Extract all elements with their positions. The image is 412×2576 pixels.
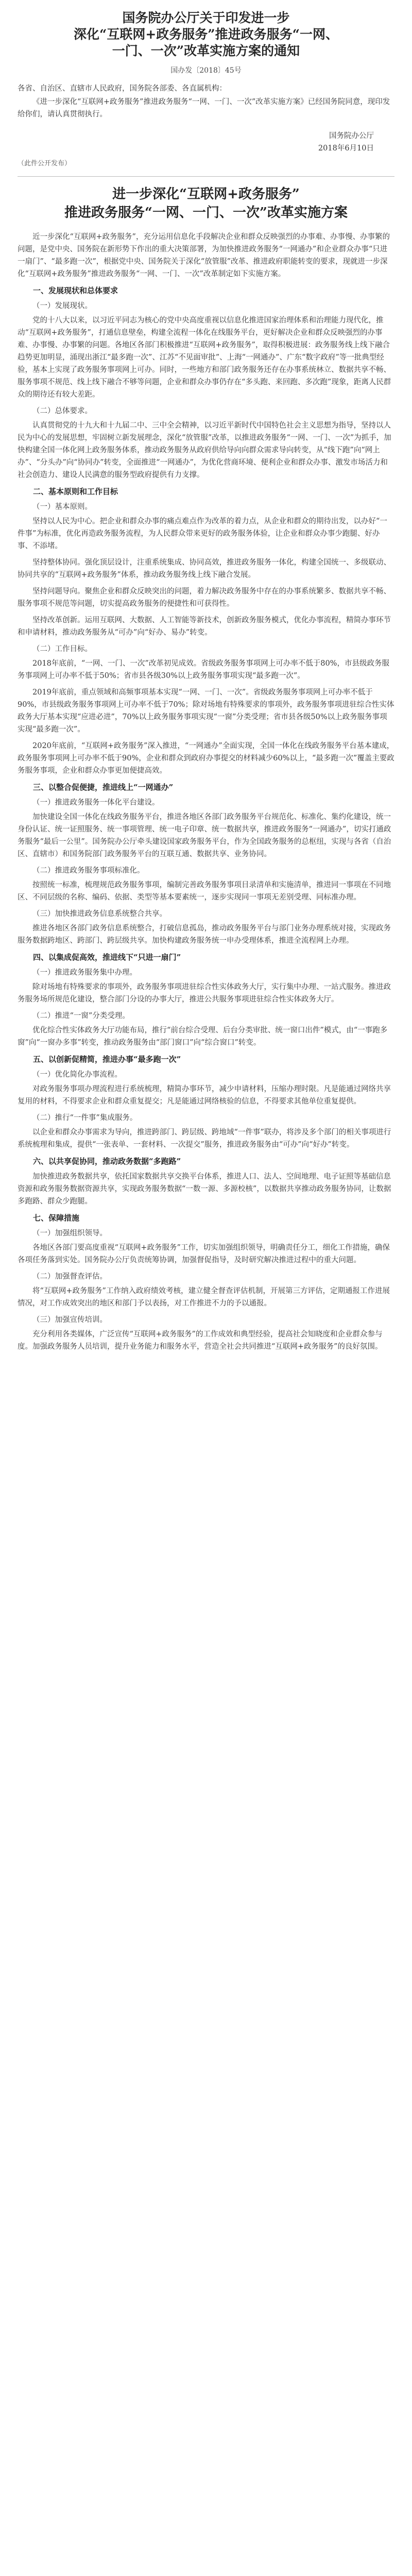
- body-paragraph: 2018年底前，“一网、一门、一次”改革初见成效。省级政务服务事项网上可办率不低于80%，市县级政务服务事项网上可办率不低于50%；省市县各级30%以上政务服务事项实现“最多跑一次”。: [18, 659, 389, 680]
- body-paragraph: 优化综合性实体政务大厅功能布局，推行“前台综合受理、后台分类审批、统一窗口出件”模式，由“一事跑多窗”向“一窗办多事”转变，推动政务服务由“部门窗口”向“综合窗口”转变。: [18, 1026, 388, 1047]
- publication-note: （此件公开发布）: [18, 160, 72, 167]
- section-heading: 四、以集成促高效，推进线下“只进一扇门”: [33, 953, 181, 962]
- section-heading: 五、以创新促精简，推进办事“最多跑一次”: [33, 1055, 181, 1064]
- plan-title-line-1: 进一步深化“互联网+政务服务”: [112, 187, 300, 202]
- body-paragraph: 坚持以人民为中心。把企业和群众办事的痛点难点作为改革的着力点，从企业和群众的期待出发，以办好“一件事”为标准，优化再造政务服务流程，为人民群众带来更好的政务服务体验，让企业和群众办事少跑腿、好办事、不添堵。: [18, 517, 387, 550]
- notice-issuer: 国务院办公厅: [329, 132, 374, 140]
- subsection-heading: （一）推进政务服务集中办理。: [32, 969, 137, 977]
- notice-title-line-3: 一门、一次”改革实施方案的通知: [112, 43, 300, 58]
- body-paragraph: 坚持整体协同。强化顶层设计，注重系统集成、协同高效，推进政务服务一体化，构建全国统一、多级联动、协同共享的“互联网+政务服务”体系，推动政务服务线上线下融合发展。: [18, 558, 391, 579]
- subsection-heading: （二）总体要求。: [32, 407, 92, 415]
- body-paragraph: 坚持改革创新。运用互联网、大数据、人工智能等新技术，创新政务服务模式，优化办事流程，精简办事环节和申请材料，推动政务服务从“可办”向“好办、易办”转变。: [18, 616, 391, 637]
- body-paragraph: 推进各地区各部门政务信息系统整合，打破信息孤岛，推动政务服务平台与部门业务办理系统对接，实现政务服务数据跨地区、跨部门、跨层级共享。加快构建政务服务统一申办受理体系，推进全流程网上办理。: [18, 924, 391, 945]
- subsection-heading: （二）推行“一件事”集成服务。: [32, 1114, 138, 1122]
- body-paragraph: 将“互联网+政务服务”工作纳入政府绩效考核，建立健全督查评估机制，开展第三方评估，定期通报工作进展情况，对工作成效突出的地区和部门予以表扬，对工作推进不力的予以通报。: [18, 1287, 390, 1308]
- document-number: 国办发〔2018〕45号: [170, 66, 242, 75]
- notice-title-line-2: 深化“互联网+政务服务”推进政务服务“一网、: [73, 27, 339, 42]
- subsection-heading: （一）加强组织领导。: [32, 1229, 107, 1238]
- subsection-heading: （三）加强宣传培训。: [32, 1316, 107, 1324]
- subsection-heading: （一）基本原则。: [32, 503, 92, 511]
- body-paragraph: 充分利用各类媒体，广泛宣传“互联网+政务服务”的工作成效和典型经验，提高社会知晓度和企业群众参与度。加强政务服务人员培训，提升业务能力和服务水平，营造全社会共同推进“互联网+政务服务”的良好氛围。: [18, 1330, 383, 1351]
- body-paragraph: 坚持问题导向。聚焦企业和群众反映突出的问题，着力解决政务服务中存在的办事系统繁多、数据共享不畅、服务事项不规范等问题，切实提高政务服务的便捷性和可获得性。: [18, 587, 391, 608]
- subsection-heading: （二）加强督查评估。: [32, 1273, 107, 1281]
- notice-date: 2018年6月10日: [318, 144, 374, 152]
- subsection-heading: （一）推进政务服务一体化平台建设。: [32, 799, 160, 807]
- subsection-heading: （二）推进“一窗”分类受理。: [32, 1012, 130, 1020]
- body-paragraph: 以企业和群众办事需求为导向，推进跨部门、跨层级、跨地域“一件事”联办，将涉及多个部门的相关事项进行系统梳理和集成，提供“一张表单、一套材料、一次提交”服务，推进政务服务由“可办”向“好办”转变。: [18, 1128, 391, 1149]
- body-paragraph: 除对场地有特殊要求的事项外，政务服务事项进驻综合性实体政务大厅，实行集中办理、一站式服务。推进政务服务场所规范化建设，整合部门分设的办事大厅，推进公共服务事项进驻综合性实体政务大厅。: [18, 983, 391, 1004]
- subsection-heading: （二）推进政务服务事项标准化。: [32, 867, 145, 875]
- notice-body: 《进一步深化“互联网+政务服务”推进政务服务“一网、一门、一次”改革实施方案》已经国务院同意，现印发给你们，请认真贯彻执行。: [18, 98, 390, 118]
- body-paragraph: 对政务服务事项办理流程进行系统梳理，精简办事环节，减少申请材料，压缩办理时限。凡是能通过网络共享复用的材料，不得要求企业和群众重复提交；凡是能通过网络核验的信息，不得要求其他单位重复提供。: [18, 1085, 391, 1106]
- body-paragraph: 党的十八大以来，以习近平同志为核心的党中央高度重视以信息化推进国家治理体系和治理能力现代化，推动“互联网+政务服务”，打通信息壁垒，构建全流程一体化在线服务平台，更好解决企业和群众反映强烈的办事难、办事慢、办事繁的问题。各地区各部门积极推进“互联网+政务服务”，取得积极进展：政务服务线上线下融合趋势更加明显，涌现出浙江“最多跑一次”、江苏“不见面审批”、上海“一网通办”、广东“数字政府”等一批典型经验，基本上实现了政务服务事项网上可办。同时，一些地方和部门政务服务还存在办事系统林立、数据共享不畅、服务事项不规范、线上线下融合不够等问题，企业和群众办事仍存在“多头跑、来回跑、多次跑”现象，距离人民群众的期待还有较大差距。: [18, 316, 391, 399]
- body-paragraph: 2020年底前，“互联网+政务服务”深入推进，“一网通办”全面实现，全国一体化在线政务服务平台基本建成，政务服务事项网上可办率不低于90%，企业和群众到政府办事提交的材料减少60%以上，“最多跑一次”覆盖主要政务服务事项，企业和群众办事更加便捷高效。: [18, 742, 394, 775]
- divider: [18, 176, 394, 177]
- section-heading: 一、发展现状和总体要求: [33, 286, 118, 295]
- body-paragraph: 近一步深化“互联网+政务服务”，充分运用信息化手段解决企业和群众反映强烈的办事难、办事慢、办事繁的问题，是党中央、国务院在新形势下作出的重大决策部署，为加快推进政务服务“一网通办”和企业群众办事“只进一扇门”、“最多跑一次”，根据党中央、国务院关于深化“放管服”改革、推进政府职能转变的要求，现就进一步深化“互联网+政务服务”推进政务服务“一网、一门、一次”改革制定如下实施方案。: [18, 233, 390, 278]
- body-paragraph: 各地区各部门要高度重视“互联网+政务服务”工作，切实加强组织领导，明确责任分工，细化工作措施，确保各项任务落到实处。国务院办公厅负责统筹协调，加强督促指导，及时研究解决推进过程中的重大问题。: [18, 1244, 390, 1264]
- section-heading: 二、基本原则和工作目标: [33, 487, 118, 496]
- body-paragraph: 加快推进政务数据共享，依托国家数据共享交换平台体系，推进人口、法人、空间地理、电子证照等基础信息资源和政务服务数据资源共享，实现政务服务数据“一数一源、多源校核”，以数据共享推动政务服务协同，让数据多跑路、群众少跑腿。: [18, 1173, 391, 1206]
- section-heading: 三、以整合促便捷，推进线上“一网通办”: [33, 783, 174, 792]
- body-paragraph: 认真贯彻党的十九大和十九届二中、三中全会精神，以习近平新时代中国特色社会主义思想为指导，坚持以人民为中心的发展思想，牢固树立新发展理念，深化“放管服”改革，以推进政务服务“一网、一门、一次”为抓手，加快构建全国一体化网上政务服务体系，推动政务服务从政府供给导向向群众需求导向转变，从“线下跑”向“网上办”、“分头办”向“协同办”转变，全面推进“一网通办”，为优化营商环境、便利企业和群众办事、激发市场活力和社会创造力、建设人民满意的服务型政府提供有力支撑。: [18, 421, 391, 479]
- section-heading: 七、保障措施: [33, 1213, 80, 1223]
- subsection-heading: （一）发展现状。: [32, 302, 92, 310]
- section-heading: 六、以共享促协同，推动政务数据“多跑路”: [33, 1157, 181, 1166]
- subsection-heading: （三）加快推进政务信息系统整合共享。: [32, 910, 167, 918]
- plan-title-line-2: 推进政务服务“一网、一门、一次”改革实施方案: [64, 205, 348, 221]
- body-paragraph: 按照统一标准，梳理规范政务服务事项，编制完善政务服务事项目录清单和实施清单，推进同一事项在不同地区、不同层级的名称、编码、依据、类型等基本要素统一，逐步实现同一事项无差别受理、同标准办理。: [18, 881, 391, 902]
- notice-salutation: 各省、自治区、直辖市人民政府，国务院各部委、各直属机构：: [18, 84, 227, 93]
- subsection-heading: （一）优化简化办事流程。: [32, 1071, 122, 1079]
- body-paragraph: 加快建设全国一体化在线政务服务平台，推进各地区各部门政务服务平台规范化、标准化、集约化建设，统一身份认证、统一证照服务、统一事项管理、统一电子印章、统一数据共享，推进政务服务“一网通办”，切实打通政务服务“最后一公里”。国务院办公厅牵头建设国家政务服务平台，作为全国政务服务的总枢纽，实现与各省（自治区、直辖市）和国务院部门政务服务平台的互联互通、数据共享、业务协同。: [18, 813, 391, 858]
- notice-title-line-1: 国务院办公厅关于印发进一步: [122, 10, 290, 25]
- body-paragraph: 2019年底前，重点领域和高频事项基本实现“一网、一门、一次”。省级政务服务事项网上可办率不低于90%，市县级政务服务事项网上可办率不低于70%；除对场地有特殊要求的事项外，政务服务事项进驻综合性实体政务大厅基本实现“应进必进”，70%以上政务服务事项实现“一窗”分类受理；省市县各级50%以上政务服务事项实现“最多跑一次”。: [18, 688, 394, 734]
- subsection-heading: （二）工作目标。: [32, 645, 92, 653]
